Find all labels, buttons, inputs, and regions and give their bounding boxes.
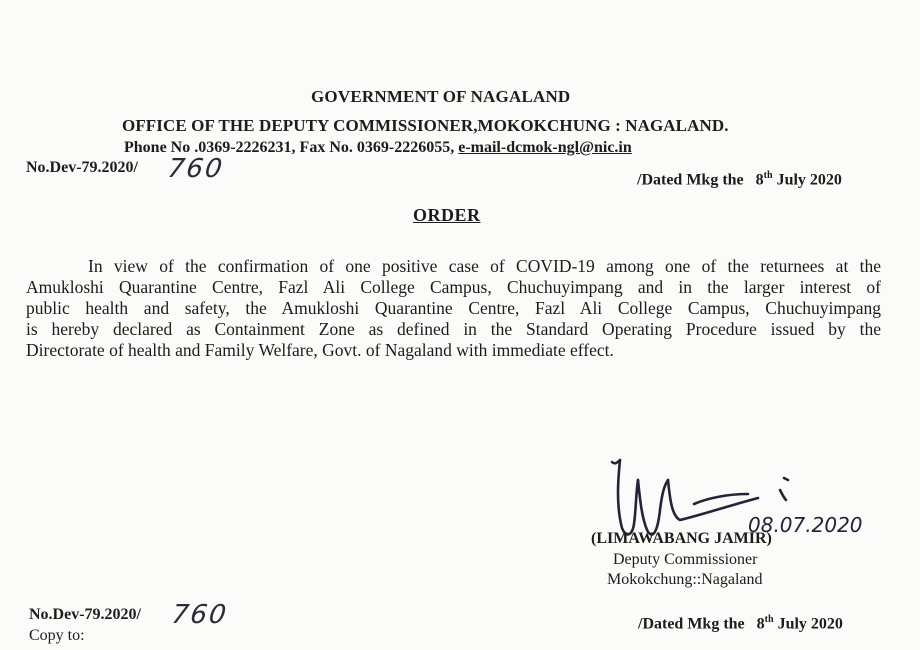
dated-day-suffix: th <box>764 614 774 625</box>
order-title: ORDER <box>413 205 481 225</box>
dated-day: 8 <box>755 171 764 189</box>
order-body-line: Directorate of health and Family Welfare, Govt. of Nagaland with immediate effect. <box>26 340 614 360</box>
order-body-line: public health and safety, the Amukloshi Quarantine Centre, Fazl Ali College Campus, Chuchuyimpang <box>26 298 881 318</box>
order-body <box>26 256 881 361</box>
dated-day: 8 <box>756 615 765 633</box>
ref-number-top: No.Dev-79.2020/ <box>26 159 138 176</box>
dated-prefix: /Dated Mkg the <box>638 615 745 633</box>
signatory-designation: Deputy Commissioner <box>613 551 758 568</box>
order-body-line: Amukloshi Quarantine Centre, Fazl Ali College Campus, Chuchuyimpang and in the larger interest of <box>26 277 881 297</box>
header-government: GOVERNMENT OF NAGALAND <box>311 87 571 106</box>
order-body-line: In view of the confirmation of one positive case of COVID-19 among one of the returnees at the <box>88 256 881 276</box>
handwritten-ref-number-bottom: 760 <box>169 600 230 630</box>
dated-line-top <box>637 170 842 189</box>
header-phone-fax: Phone No .0369-2226231, Fax No. 0369-2226055, <box>124 139 455 156</box>
signatory-place: Mokokchung::Nagaland <box>607 571 763 588</box>
signature-date: 08.07.2020 <box>748 513 863 537</box>
dated-prefix: /Dated Mkg the <box>637 171 744 189</box>
dated-month-year: July 2020 <box>777 615 843 633</box>
copy-to-label: Copy to: <box>29 627 85 644</box>
dated-day-suffix: th <box>763 170 773 181</box>
handwritten-ref-number-top: 760 <box>165 154 226 184</box>
header-office: OFFICE OF THE DEPUTY COMMISSIONER,MOKOKCHUNG : NAGALAND. <box>122 116 729 135</box>
ref-number-bottom: No.Dev-79.2020/ <box>29 606 141 623</box>
signatory-name: (LIMAWABANG JAMIR) <box>591 530 772 547</box>
dated-line-bottom <box>638 614 843 633</box>
dated-month-year: July 2020 <box>776 171 842 189</box>
order-body-line: is hereby declared as Containment Zone as defined in the Standard Operating Procedure issued by the <box>26 319 881 339</box>
header-email: e-mail-dcmok-ngl@nic.in <box>458 139 632 156</box>
